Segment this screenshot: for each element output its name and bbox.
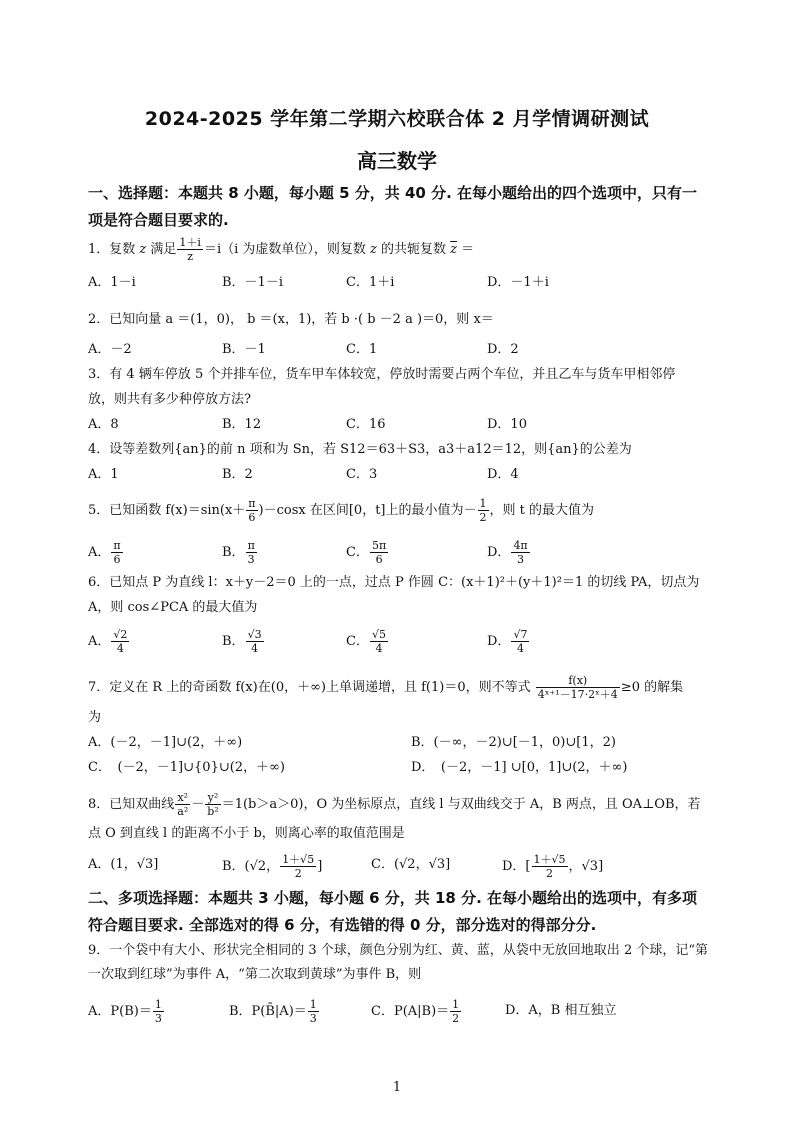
question-4: 4．设等差数列{an}的前 n 项和为 Sn，若 S12＝63＋S3，a3＋a12＝12，则{an}的公差为: [88, 442, 632, 457]
q6-option-d: D． $\frac{√7}{4}$: [487, 628, 528, 655]
q8-option-a: A．(1，√3]: [88, 857, 159, 872]
fraction: $\frac{f(x)}{\text{4ˣ⁺¹－17·2ˣ＋4}}$: [537, 674, 618, 701]
q4-option-a: A．1: [88, 467, 119, 482]
question-2: 2．已知向量 a ＝(1，0)， b ＝(x，1)，若 b ·( b －2 a )＝0，则 x＝: [88, 312, 494, 327]
q2-option-b: B．－1: [222, 342, 266, 357]
question-5: 5．已知函数 f(x)＝sin(x＋ $\frac{\pi}{6}$ )－cosx 在区间[0，t]上的最小值为－ $\frac{1}{2}$ ，则 t 的最大值为: [88, 497, 594, 524]
q8-option-b: B．(√2， $\frac{1+√5}{2}$ ]: [222, 853, 323, 880]
question-9-line-1: 9．一个袋中有大小、形状完全相同的 3 个球，颜色分别为红、黄、蓝，从袋中无放回地取出 2 个球，记“第: [88, 943, 708, 958]
q5-option-a: A． $\frac{\pi}{6}$: [88, 539, 121, 566]
q1-option-b: B．－1－i: [222, 275, 283, 290]
fraction: $\frac{1}{2}$: [479, 497, 487, 524]
q8-option-c: C．(√2，√3]: [371, 857, 451, 872]
exam-title: 2024-2025 学年第二学期六校联合体 2 月学情调研测试: [144, 108, 650, 130]
question-1: 1．复数 z 满足 $\frac{1+i}{z}$ ＝i（i 为虚数单位），则复数 z 的共轭复数 $\overline{z}$ ＝: [88, 236, 475, 263]
q8-option-d: D．[ $\frac{1+√5}{2}$ ，√3]: [502, 853, 604, 880]
q3-option-c: C．16: [346, 417, 386, 432]
section-1-heading: 一、选择题：本题共 8 小题，每小题 5 分，共 40 分. 在每小题给出的四个选项中，只有一项是符合题目要求的.: [88, 184, 698, 229]
fraction: $\frac{\pi}{6}$: [248, 497, 256, 524]
q2-option-c: C．1: [346, 342, 378, 357]
q7-option-d: D． (－2，－1] ∪[0，1]∪(2，＋∞): [411, 760, 628, 775]
q7-option-c: C． (－2，－1]∪{0}∪(2，＋∞): [88, 760, 285, 775]
q2-option-a: A．－2: [88, 342, 132, 357]
q3-option-a: A．8: [88, 417, 119, 432]
q7-option-b: B．(－∞，－2)∪[－1，0)∪[1，2): [411, 735, 616, 750]
fraction: $\frac{1+i}{z}$: [179, 236, 201, 263]
question-6-line-1: 6．已知点 P 为直线 l：x＋y－2＝0 上的一点，过点 P 作圆 C：(x＋1)²＋(y＋1)²＝1 的切线 PA，切点为: [88, 575, 700, 590]
q1-option-d: D．－1＋i: [487, 275, 549, 290]
q9-option-c: C．P(A|B)＝ $\frac{1}{2}$: [371, 998, 460, 1025]
q7-option-a: A．(－2，－1]∪(2，＋∞): [88, 735, 243, 750]
q6-option-a: A． $\frac{√2}{4}$: [88, 628, 128, 655]
question-3-line-2: 放，则共有多少种停放方法?: [88, 392, 251, 407]
q2-option-d: D．2: [487, 342, 519, 357]
question-8-line-1: 8．已知双曲线 $\frac{\text{x²}}{\text{a²}}$ － $\frac{\text{y²}}{\text{b²}}$ ＝1(b＞a＞0)，O 为坐标原点，直线 l 与双曲线交于 A，B 两点，且 OA⊥OB，若: [88, 791, 701, 818]
q5-option-d: D． $\frac{4\pi}{3}$: [487, 539, 528, 566]
exam-subtitle: 高三数学: [357, 149, 437, 173]
q4-option-d: D．4: [487, 467, 519, 482]
fraction: $\frac{\text{x²}}{\text{a²}}$: [177, 791, 189, 818]
q1-option-c: C．1＋i: [346, 275, 395, 290]
question-7-line-2: 为: [88, 710, 102, 725]
q5-option-b: B． $\frac{\pi}{3}$: [222, 539, 255, 566]
q1-option-a: A．1－i: [88, 275, 136, 290]
question-3-line-1: 3．有 4 辆车停放 5 个并排车位，货车甲车体较宽，停放时需要占两个车位，并且乙车与货车甲相邻停: [88, 367, 676, 382]
q4-option-c: C．3: [346, 467, 378, 482]
question-7-line-1: 7．定义在 R 上的奇函数 f(x)在(0，＋∞)上单调递增，且 f(1)＝0，则不等式 $\frac{f(x)}{\text{4ˣ⁺¹－17·2ˣ＋4}}$ ≥0 的解集: [88, 674, 684, 701]
question-8-line-2: 点 O 到直线 l 的距离不小于 b，则离心率的取值范围是: [88, 826, 405, 841]
q6-option-b: B． $\frac{√3}{4}$: [222, 628, 262, 655]
question-9-line-2: 一次取到红球”为事件 A，“第二次取到黄球”为事件 B，则: [88, 967, 422, 982]
q6-option-c: C． $\frac{√5}{4}$: [346, 628, 386, 655]
q3-option-b: B．12: [222, 417, 262, 432]
q4-option-b: B．2: [222, 467, 253, 482]
fraction: $\frac{\text{y²}}{\text{b²}}$: [207, 791, 219, 818]
q9-option-d: D．A，B 相互独立: [505, 1003, 617, 1018]
q9-option-a: A．P(B)＝ $\frac{1}{3}$: [88, 998, 162, 1025]
question-6-line-2: A，则 cos∠PCA 的最大值为: [88, 600, 258, 615]
page-number: 1: [392, 1080, 402, 1095]
section-2-heading: 二、多项选择题：本题共 3 小题，每小题 6 分，共 18 分. 在每小题给出的选项中，有多项符合题目要求. 全部选对的得 6 分，有选错的得 0 分，部分选对的得部分分.: [88, 889, 698, 934]
q5-option-c: C． $\frac{5\pi}{6}$: [346, 539, 387, 566]
q3-option-d: D．10: [487, 417, 527, 432]
q9-option-b: B．P(B̄|A)＝ $\frac{1}{3}$: [229, 998, 317, 1025]
